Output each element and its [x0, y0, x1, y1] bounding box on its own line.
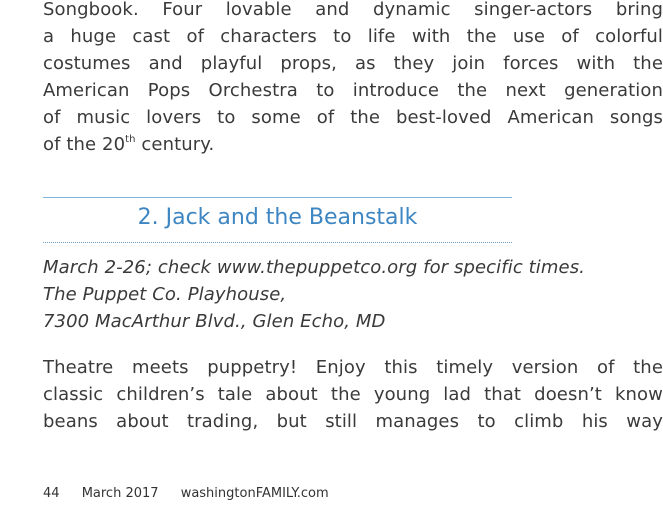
intro-line: costumes and playful props, as they join forces with the [43, 53, 663, 74]
intro-line-text: century. [135, 134, 215, 155]
site-name: washingtonFAMILY.com [180, 486, 329, 501]
heading-dotted-rule [43, 242, 512, 243]
intro-line: Songbook. Four lovable and dynamic singer-actors bring [43, 0, 663, 20]
description-line: classic children’s tale about the young lad that doesn’t know [43, 384, 663, 405]
intro-line: of music lovers to some of the best-loved American songs [43, 107, 663, 128]
ordinal-suffix: th [125, 134, 136, 145]
event-venue: The Puppet Co. Playhouse, [43, 284, 287, 305]
description-line: beans about trading, but still manages to climb his way [43, 411, 663, 432]
intro-line-last [43, 131, 663, 158]
section-heading: 2. Jack and the Beanstalk [137, 205, 418, 230]
event-address: 7300 MacArthur Blvd., Glen Echo, MD [43, 311, 386, 332]
event-details [43, 254, 663, 335]
intro-line: a huge cast of characters to life with the use of colorful [43, 26, 663, 47]
intro-line: American Pops Orchestra to introduce the next generation [43, 80, 663, 101]
event-dates: March 2-26; check www.thepuppetco.org for specific times. [43, 257, 585, 278]
intro-line-text: of the 20 [43, 134, 126, 155]
intro-paragraph [43, 0, 663, 158]
issue-date: March 2017 [81, 486, 159, 501]
description-paragraph [43, 354, 663, 435]
description-line: Theatre meets puppetry! Enjoy this timely version of the [43, 357, 663, 378]
section-divider [43, 197, 512, 198]
page-footer [43, 486, 347, 501]
page-number: 44 [43, 486, 60, 501]
